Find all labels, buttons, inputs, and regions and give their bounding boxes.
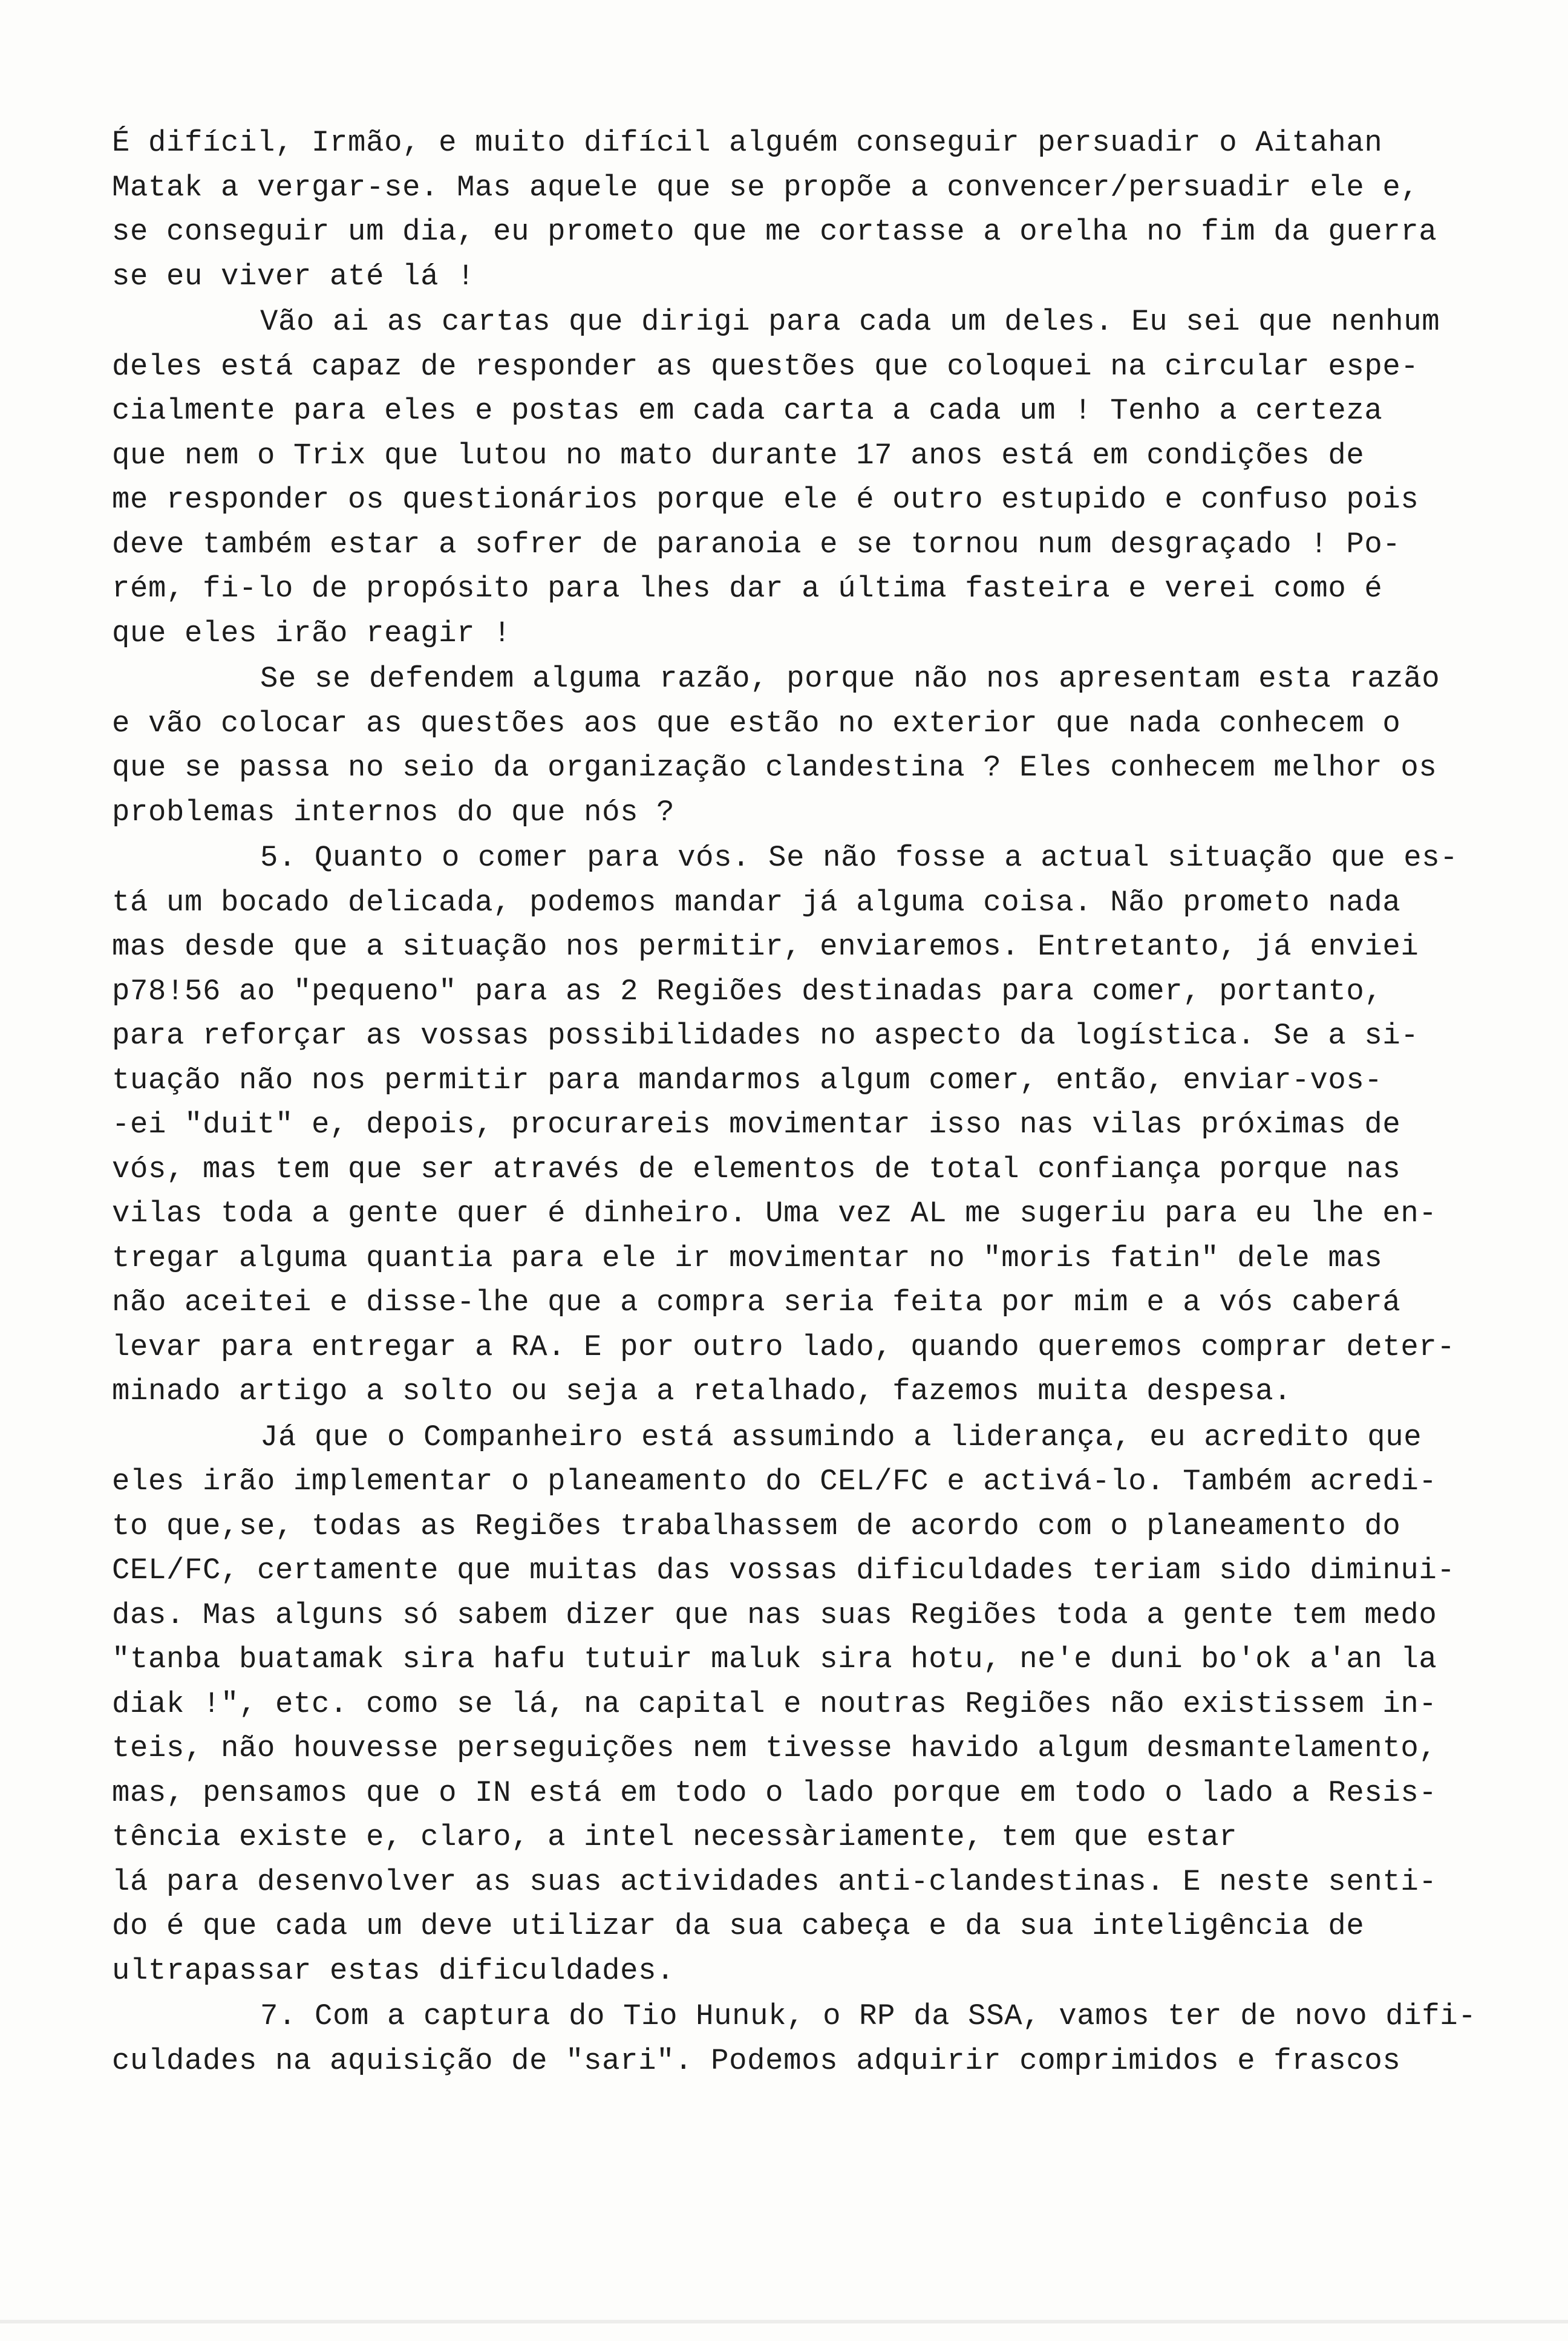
text-line: eles irão implementar o planeamento do CEL/FC e activá-lo. Também acredi-: [112, 1464, 1437, 1498]
scan-smudge: [0, 2320, 1568, 2323]
text-line: -ei "duit" e, depois, procurareis movimentar isso nas vilas próximas de: [112, 1108, 1401, 1141]
text-line: e vão colocar as questões aos que estão no exterior que nada conhecem o: [112, 706, 1401, 740]
text-line: se eu viver até lá !: [112, 259, 475, 293]
text-line: do é que cada um deve utilizar da sua cabeça e da sua inteligência de: [112, 1909, 1365, 1943]
text-line: lá para desenvolver as suas actividades anti-clandestinas. E neste senti-: [112, 1864, 1437, 1899]
text-line: das. Mas alguns só sabem dizer que nas suas Regiões toda a gente tem medo: [112, 1598, 1437, 1632]
paragraph-5: [112, 1415, 1467, 1994]
text-line: É difícil, Irmão, e muito difícil alguém conseguir persuadir o Aitahan: [112, 126, 1383, 160]
text-line: deles está capaz de responder as questões que coloquei na circular espe-: [112, 349, 1419, 384]
text-line: tência existe e, claro, a intel necessàriamente, tem que estar: [112, 1820, 1238, 1854]
text-line: tá um bocado delicada, podemos mandar já alguma coisa. Não prometo nada: [112, 885, 1401, 919]
text-line: me responder os questionários porque ele é outro estupido e confuso pois: [112, 483, 1419, 517]
text-line: não aceitei e disse-lhe que a compra seria feita por mim e a vós caberá: [112, 1285, 1401, 1319]
text-line: ultrapassar estas dificuldades.: [112, 1953, 675, 1988]
text-line: Vão ai as cartas que dirigi para cada um deles. Eu sei que nenhum: [260, 305, 1440, 339]
text-line: cialmente para eles e postas em cada carta a cada um ! Tenho a certeza: [112, 394, 1383, 428]
text-line: culdades na aquisição de "sari". Podemos adquirir comprimidos e frascos: [112, 2043, 1401, 2078]
text-line: levar para entregar a RA. E por outro lado, quando queremos comprar deter-: [112, 1330, 1455, 1364]
paragraph-6: [112, 1994, 1477, 2083]
text-line: 7. Com a captura do Tio Hunuk, o RP da SSA, vamos ter de novo difi-: [260, 1999, 1477, 2033]
text-line: to que,se, todas as Regiões trabalhassem de acordo com o planeamento do: [112, 1509, 1401, 1543]
text-line: tuação não nos permitir para mandarmos algum comer, então, enviar-vos-: [112, 1063, 1383, 1097]
text-line: que nem o Trix que lutou no mato durante 17 anos está em condições de: [112, 438, 1365, 472]
paragraph-2: [112, 300, 1467, 656]
text-line: Se se defendem alguma razão, porque não nos apresentam esta razão: [260, 662, 1440, 696]
text-line: Já que o Companheiro está assumindo a liderança, eu acredito que: [260, 1420, 1422, 1454]
text-line: teis, não houvesse perseguições nem tivesse havido algum desmantelamento,: [112, 1731, 1437, 1765]
text-line: para reforçar as vossas possibilidades no aspecto da logística. Se a si-: [112, 1019, 1419, 1053]
text-line: diak !", etc. como se lá, na capital e noutras Regiões não existissem in-: [112, 1686, 1437, 1721]
text-line: que eles irão reagir !: [112, 616, 512, 650]
text-line: vilas toda a gente quer é dinheiro. Uma vez AL me sugeriu para eu lhe en-: [112, 1197, 1437, 1230]
paragraph-1: [112, 121, 1467, 299]
text-line: minado artigo a solto ou seja a retalhado, fazemos muita despesa.: [112, 1374, 1292, 1408]
text-line: tregar alguma quantia para ele ir movimentar no "moris fatin" dele mas: [112, 1241, 1383, 1275]
text-line: "tanba buatamak sira hafu tutuir maluk sira hotu, ne'e duni bo'ok a'an la: [112, 1642, 1437, 1676]
text-line: problemas internos do que nós ?: [112, 795, 675, 829]
text-line: mas desde que a situação nos permitir, enviaremos. Entretanto, já enviei: [112, 930, 1419, 964]
text-line: 5. Quanto o comer para vós. Se não fosse a actual situação que es-: [260, 841, 1459, 875]
text-line: deve também estar a sofrer de paranoia e se tornou num desgraçado ! Po-: [112, 527, 1401, 561]
text-line: vós, mas tem que ser através de elementos de total confiança porque nas: [112, 1152, 1401, 1186]
paragraph-3: [112, 657, 1467, 835]
text-line: Matak a vergar-se. Mas aquele que se propõe a convencer/persuadir ele e,: [112, 170, 1419, 204]
text-line: CEL/FC, certamente que muitas das vossas dificuldades teriam sido diminui-: [112, 1553, 1455, 1587]
paragraph-4: [112, 836, 1467, 1414]
text-line: mas, pensamos que o IN está em todo o lado porque em todo o lado a Resis-: [112, 1775, 1437, 1810]
text-line: rém, fi-lo de propósito para lhes dar a última fasteira e verei como é: [112, 572, 1383, 606]
text-line: p78!56 ao "pequeno" para as 2 Regiões destinadas para comer, portanto,: [112, 974, 1383, 1008]
text-line: se conseguir um dia, eu prometo que me cortasse a orelha no fim da guerra: [112, 215, 1437, 249]
letter-body: [112, 121, 1477, 2085]
text-line: que se passa no seio da organização clandestina ? Eles conhecem melhor os: [112, 751, 1437, 785]
